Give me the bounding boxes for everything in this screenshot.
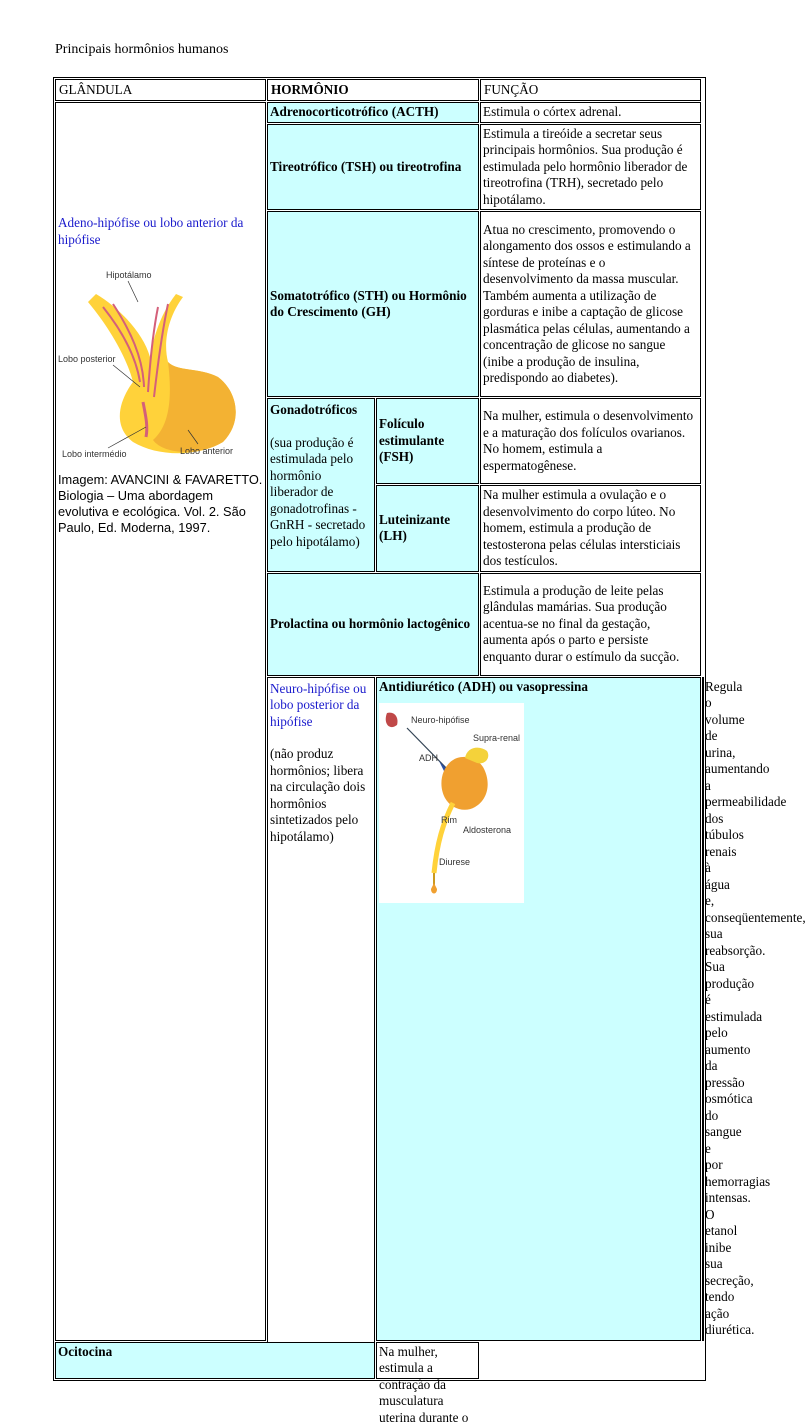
- hormone-fsh: Folículo estimulante (FSH): [376, 398, 479, 484]
- gonadotrophic-cell: [267, 398, 375, 572]
- gland-name-neuro: Neuro-hipófise ou lobo posterior da hipófise: [270, 680, 367, 729]
- function-tsh: Estimula a tireóide a secretar seus principais hormônios. Sua produção é estimulada pelo hormônio liberador de tireotrofina (TRH), secretado pelo hipotálamo.: [480, 124, 701, 211]
- figure-label-diurese: Diurese: [439, 857, 471, 867]
- gland-note-neuro: (não produz hormônios; libera na circulação dois hormônios sintetizados pelo hipotálamo): [270, 746, 366, 844]
- function-ocitocina: Na mulher, estimula a contração da musculatura uterina durante o: [379, 1343, 469, 1425]
- gland-cell-adeno: [55, 102, 266, 1341]
- figure-label-aldosterona: Aldosterona: [463, 825, 512, 835]
- function-gh: Atua no crescimento, promovendo o alongamento dos ossos e estimulando a síntese de proteínas e o desenvolvimento da massa muscular. Também aumenta a utilização de gorduras e inibe a captação de glicose plasmática pelas células, aumentando a concentração de glicose no sangue (inibe a produção de insulina, predispondo ao diabetes).: [480, 211, 701, 397]
- hormone-adh: Antidiurético (ADH) ou vasopressina: [379, 678, 588, 694]
- pituitary-illustration: [58, 262, 258, 462]
- gonadotrophic-note: (sua produção é estimulada pelo hormônio liberador de gonadotrofinas - GnRH - secretado pelo hipotálamo): [270, 434, 366, 549]
- gland-cell-neuro: [267, 677, 375, 1379]
- figure-label-lobo-posterior: Lobo posterior: [58, 354, 116, 364]
- figure-label-lobo-intermedio: Lobo intermédio: [62, 449, 127, 459]
- table-row: [55, 102, 704, 123]
- hormone-acth: Adrenocorticotrófico (ACTH): [267, 102, 479, 123]
- hormone-ocitocina: Ocitocina: [55, 1342, 375, 1379]
- figure-label-neuro-hipofise: Neuro-hipófise: [411, 715, 470, 725]
- function-acth: Estimula o córtex adrenal.: [480, 102, 701, 123]
- column-header-function: FUNÇÃO: [480, 79, 701, 101]
- hormone-tsh: Tireotrófico (TSH) ou tireotrofina: [267, 124, 479, 211]
- gland-name-adeno: Adeno-hipófise ou lobo anterior da hipófise: [58, 215, 244, 247]
- column-header-gland: GLÂNDULA: [55, 79, 266, 101]
- image-caption: Imagem: AVANCINI & FAVARETTO. Biologia – Uma abordagem evolutiva e ecológica. Vol. 2. São Paulo, Ed. Moderna, 1997.: [58, 472, 263, 535]
- gonadotrophic-title: Gonadotróficos: [270, 402, 358, 417]
- table-header-row: [55, 79, 704, 101]
- hormone-lh: Luteinizante (LH): [376, 485, 479, 572]
- hormone-table: [53, 77, 806, 1425]
- column-header-hormone: HORMÔNIO: [267, 79, 479, 101]
- figure-label-supra-renal: Supra-renal: [473, 733, 521, 743]
- hormone-gh: Somatotrófico (STH) ou Hormônio do Crescimento (GH): [267, 211, 479, 397]
- table-row: [55, 1342, 704, 1379]
- figure-label-adh: ADH: [419, 753, 439, 763]
- function-ocitocina-cell: [376, 1342, 479, 1425]
- hormone-prolactina: Prolactina ou hormônio lactogênico: [267, 573, 479, 676]
- figure-label-lobo-anterior: Lobo anterior: [180, 446, 234, 456]
- figure-label-rim: Rim: [441, 815, 457, 825]
- page-title: Principais hormônios humanos: [55, 42, 229, 57]
- figure-label-hipotalamo: Hipotálamo: [106, 270, 152, 280]
- function-adh: Regula o volume de urina, aumentando a permeabilidade dos túbulos renais à água e, conseqüentemente, sua reabsorção. Sua produção é estimulada pelo aumento da pressão osmótica do sangue e por hemorragias intensas. O etanol inibe sua secreção, tendo ação diurética.: [702, 677, 704, 1341]
- kidney-illustration: [379, 703, 524, 903]
- function-prolactina: Estimula a produção de leite pelas glândulas mamárias. Sua produção acentua-se no final da gestação, aumenta após o parto e persiste enquanto durar o estímulo da sucção.: [480, 573, 701, 676]
- function-lh: Na mulher estimula a ovulação e o desenvolvimento do corpo lúteo. No homem, estimula a produção de testosterona pelas células intersticiais dos testículos.: [480, 485, 701, 572]
- hormone-adh-cell: [376, 677, 701, 1341]
- function-fsh: Na mulher, estimula o desenvolvimento e a maturação dos folículos ovarianos. No homem, estimula a espermatogênese.: [480, 398, 701, 484]
